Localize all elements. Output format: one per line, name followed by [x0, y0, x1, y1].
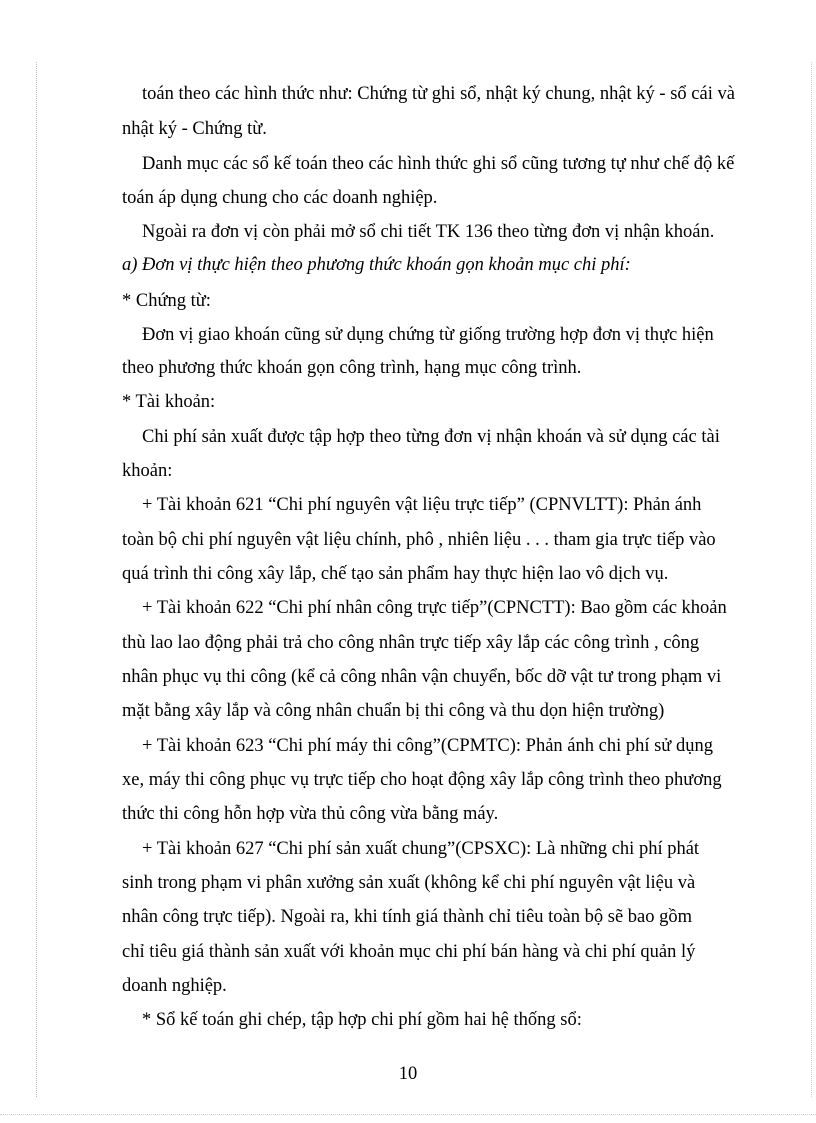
text-line: xe, máy thi công phục vụ trực tiếp cho hoạt động xây lắp công trình theo phương	[122, 770, 722, 790]
subheading: * Tài khoản:	[122, 392, 216, 412]
page-border-left	[36, 62, 37, 1097]
text-line: nhật ký - Chứng từ.	[122, 119, 267, 139]
page-border-right	[811, 62, 812, 1097]
text-line: * Sổ kế toán ghi chép, tập hợp chi phí gồm hai hệ thống sổ:	[142, 1010, 582, 1030]
text-line: thức thi công hỗn hợp vừa thủ công vừa bằng máy.	[122, 804, 499, 824]
section-heading: a) Đơn vị thực hiện theo phương thức khoán gọn khoản mục chi phí:	[122, 255, 631, 275]
text-line: Chi phí sản xuất được tập hợp theo từng đơn vị nhận khoán và sử dụng các tài	[142, 427, 720, 447]
text-line: + Tài khoản 623 “Chi phí máy thi công”(CPMTC): Phản ánh chi phí sử dụng	[142, 736, 713, 756]
text-line: toán áp dụng chung cho các doanh nghiệp.	[122, 188, 438, 208]
text-line: theo phương thức khoán gọn công trình, hạng mục công trình.	[122, 358, 582, 378]
page-border-bottom	[0, 1114, 816, 1115]
text-line: nhân phục vụ thi công (kể cả công nhân vận chuyển, bốc dỡ vật tư trong phạm vi	[122, 667, 722, 687]
text-line: khoản:	[122, 461, 173, 481]
text-line: mặt bằng xây lắp và công nhân chuẩn bị thi công và thu dọn hiện trường)	[122, 701, 665, 721]
text-line: + Tài khoản 622 “Chi phí nhân công trực tiếp”(CPNCTT): Bao gồm các khoản	[142, 598, 727, 618]
text-line: + Tài khoản 627 “Chi phí sản xuất chung”(CPSXC): Là những chi phí phát	[142, 839, 700, 859]
text-line: doanh nghiệp.	[122, 976, 227, 996]
text-line: nhân công trực tiếp). Ngoài ra, khi tính giá thành chỉ tiêu toàn bộ sẽ bao gồm	[122, 907, 693, 927]
text-line: toán theo các hình thức như: Chứng từ ghi sổ, nhật ký chung, nhật ký - sổ cái và	[142, 84, 735, 104]
text-line: Đơn vị giao khoán cũng sử dụng chứng từ giống trường hợp đơn vị thực hiện	[142, 325, 714, 345]
text-line: chỉ tiêu giá thành sản xuất với khoản mục chi phí bán hàng và chi phí quản lý	[122, 942, 696, 962]
text-line: toàn bộ chi phí nguyên vật liệu chính, phô , nhiên liệu . . . tham gia trực tiếp vào	[122, 530, 716, 550]
subheading: * Chứng từ:	[122, 291, 211, 311]
text-line: + Tài khoản 621 “Chi phí nguyên vật liệu trực tiếp” (CPNVLTT): Phản ánh	[142, 495, 702, 515]
page-number: 10	[398, 1064, 418, 1084]
text-line: thù lao lao động phải trả cho công nhân trực tiếp xây lắp các công trình , công	[122, 633, 700, 653]
text-line: quá trình thi công xây lắp, chế tạo sản phẩm hay thực hiện lao vô dịch vụ.	[122, 564, 669, 584]
text-line: Danh mục các sổ kế toán theo các hình thức ghi sổ cũng tương tự như chế độ kế	[142, 154, 735, 174]
text-line: sinh trong phạm vi phân xưởng sản xuất (không kể chi phí nguyên vật liệu và	[122, 873, 696, 893]
text-line: Ngoài ra đơn vị còn phải mở sổ chi tiết TK 136 theo từng đơn vị nhận khoán.	[142, 222, 715, 242]
